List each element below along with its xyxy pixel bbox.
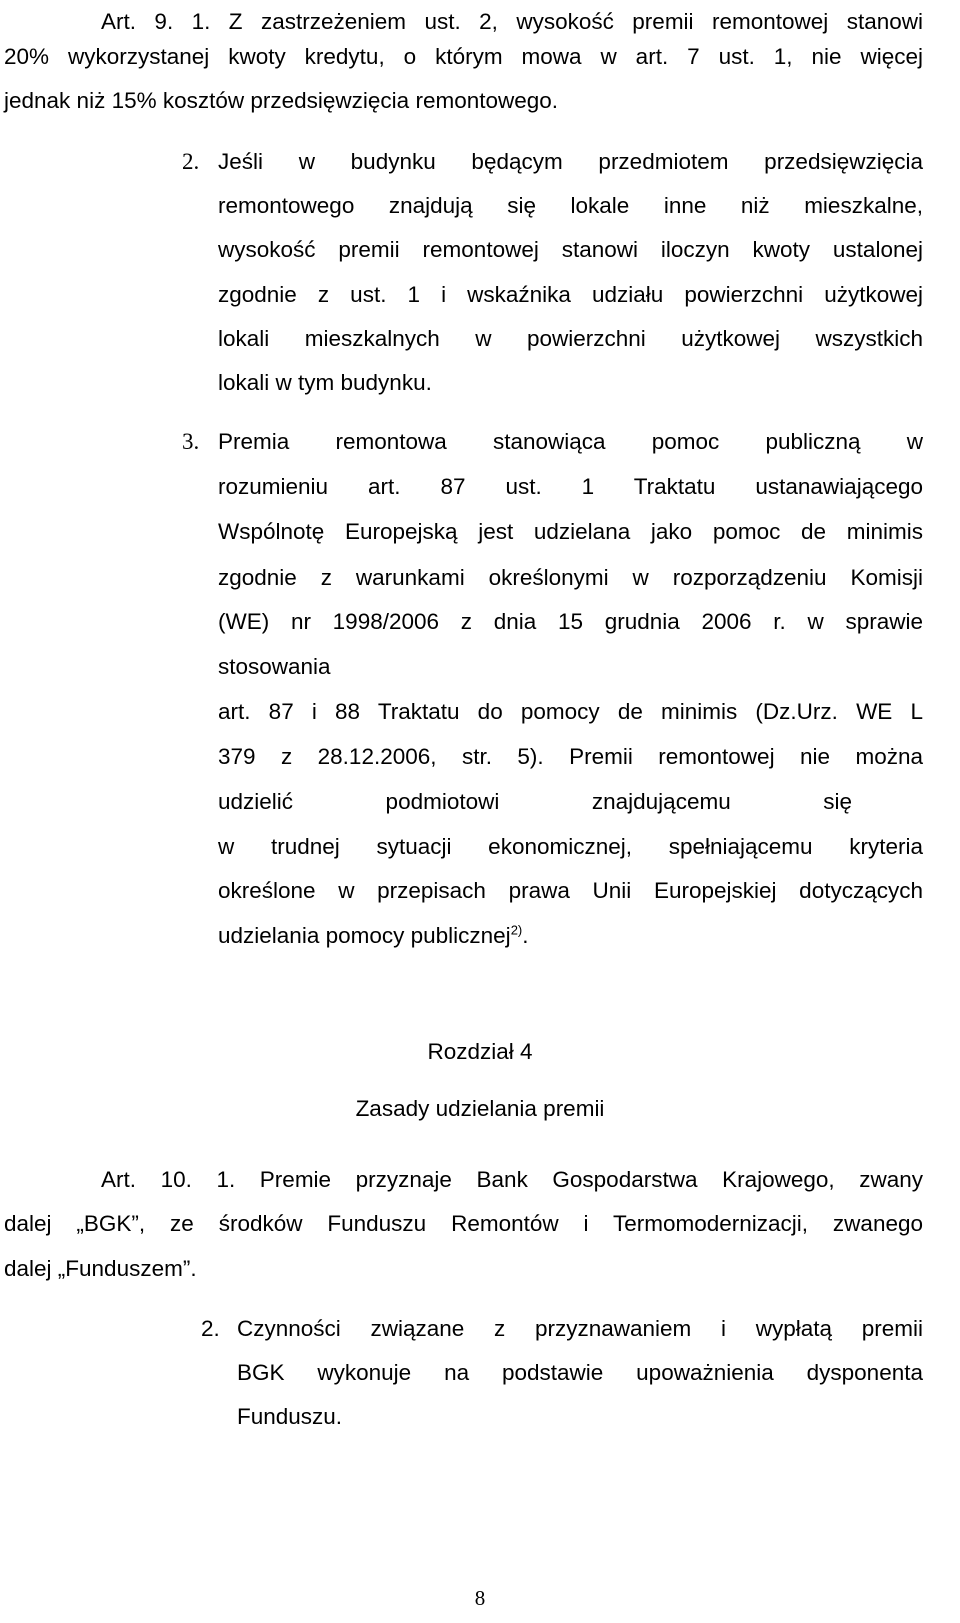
chapter-number: Rozdział 4 [427,1039,533,1064]
art9-para3-line-7: art. 87 i 88 Traktatu do pomocy de minimis (Dz.Urz. WE L [218,699,923,724]
art9-para3-end: . [522,923,529,948]
art10-para1-line-2: dalej „BGK”, ze środków Funduszu Remontów i Termomodernizacji, zwanego [4,1211,923,1236]
art9-para3-number: 3. [182,429,200,454]
art9-para3-line-6: stosowania [218,654,331,679]
art9-para3-line-10: w trudnej sytuacji ekonomicznej, spełniającemu kryteria [218,834,923,859]
art10-para1-line-3: dalej „Funduszem”. [4,1256,197,1281]
art9-para2-line-3: wysokość premii remontowej stanowi iloczyn kwoty ustalonej [218,237,923,262]
art10-para2-line-3: Funduszu. [237,1404,343,1429]
art9-para3-line-1: Premia remontowa stanowiąca pomoc publiczną w [218,429,923,454]
art9-para3-line-12-text: udzielania pomocy publicznej [218,923,511,948]
art9-para3-line-8: 379 z 28.12.2006, str. 5). Premii remontowej nie można [218,744,923,769]
art9-para2-number: 2. [182,149,200,174]
art9-para2-line-6: lokali w tym budynku. [218,370,432,395]
art9-para2-line-2: remontowego znajdują się lokale inne niż mieszkalne, [218,193,923,218]
art10-para2-line-1: Czynności związane z przyznawaniem i wypłatą premii [237,1316,923,1341]
art9-para1-line-3: jednak niż 15% kosztów przedsięwzięcia remontowego. [4,88,559,113]
page-number: 8 [474,1586,486,1610]
art9-para2-line-1: Jeśli w budynku będącym przedmiotem przedsięwzięcia [218,149,923,174]
art9-para3-line-2: rozumieniu art. 87 ust. 1 Traktatu ustanawiającego [218,474,923,499]
art9-para3-line-5: (WE) nr 1998/2006 z dnia 15 grudnia 2006 r. w sprawie [218,609,923,634]
chapter-title: Zasady udzielania premii [355,1096,605,1121]
art10-para2-number: 2. [201,1316,220,1341]
art9-para3-line-11: określone w przepisach prawa Unii Europejskiej dotyczących [218,878,923,903]
art9-para1-line-2: 20% wykorzystanej kwoty kredytu, o którym mowa w art. 7 ust. 1, nie więcej [4,44,923,69]
art9-para3-line-9: udzielić podmiotowi znajdującemu się [218,789,852,814]
art9-para3-line-3: Wspólnotę Europejską jest udzielana jako pomoc de minimis [218,519,923,544]
art9-para1-line-1: Art. 9. 1. Z zastrzeżeniem ust. 2, wysokość premii remontowej stanowi [101,9,923,34]
footnote-ref: 2) [510,922,523,938]
art9-para3-line-4: zgodnie z warunkami określonymi w rozporządzeniu Komisji [218,565,923,590]
art9-para2-line-4: zgodnie z ust. 1 i wskaźnika udziału powierzchni użytkowej [218,282,923,307]
art10-para1-line-1: Art. 10. 1. Premie przyznaje Bank Gospodarstwa Krajowego, zwany [101,1167,923,1192]
art9-para2-line-5: lokali mieszkalnych w powierzchni użytkowej wszystkich [218,326,923,351]
art10-para2-line-2: BGK wykonuje na podstawie upoważnienia dysponenta [237,1360,923,1385]
art9-para3-line-12 [218,914,529,958]
